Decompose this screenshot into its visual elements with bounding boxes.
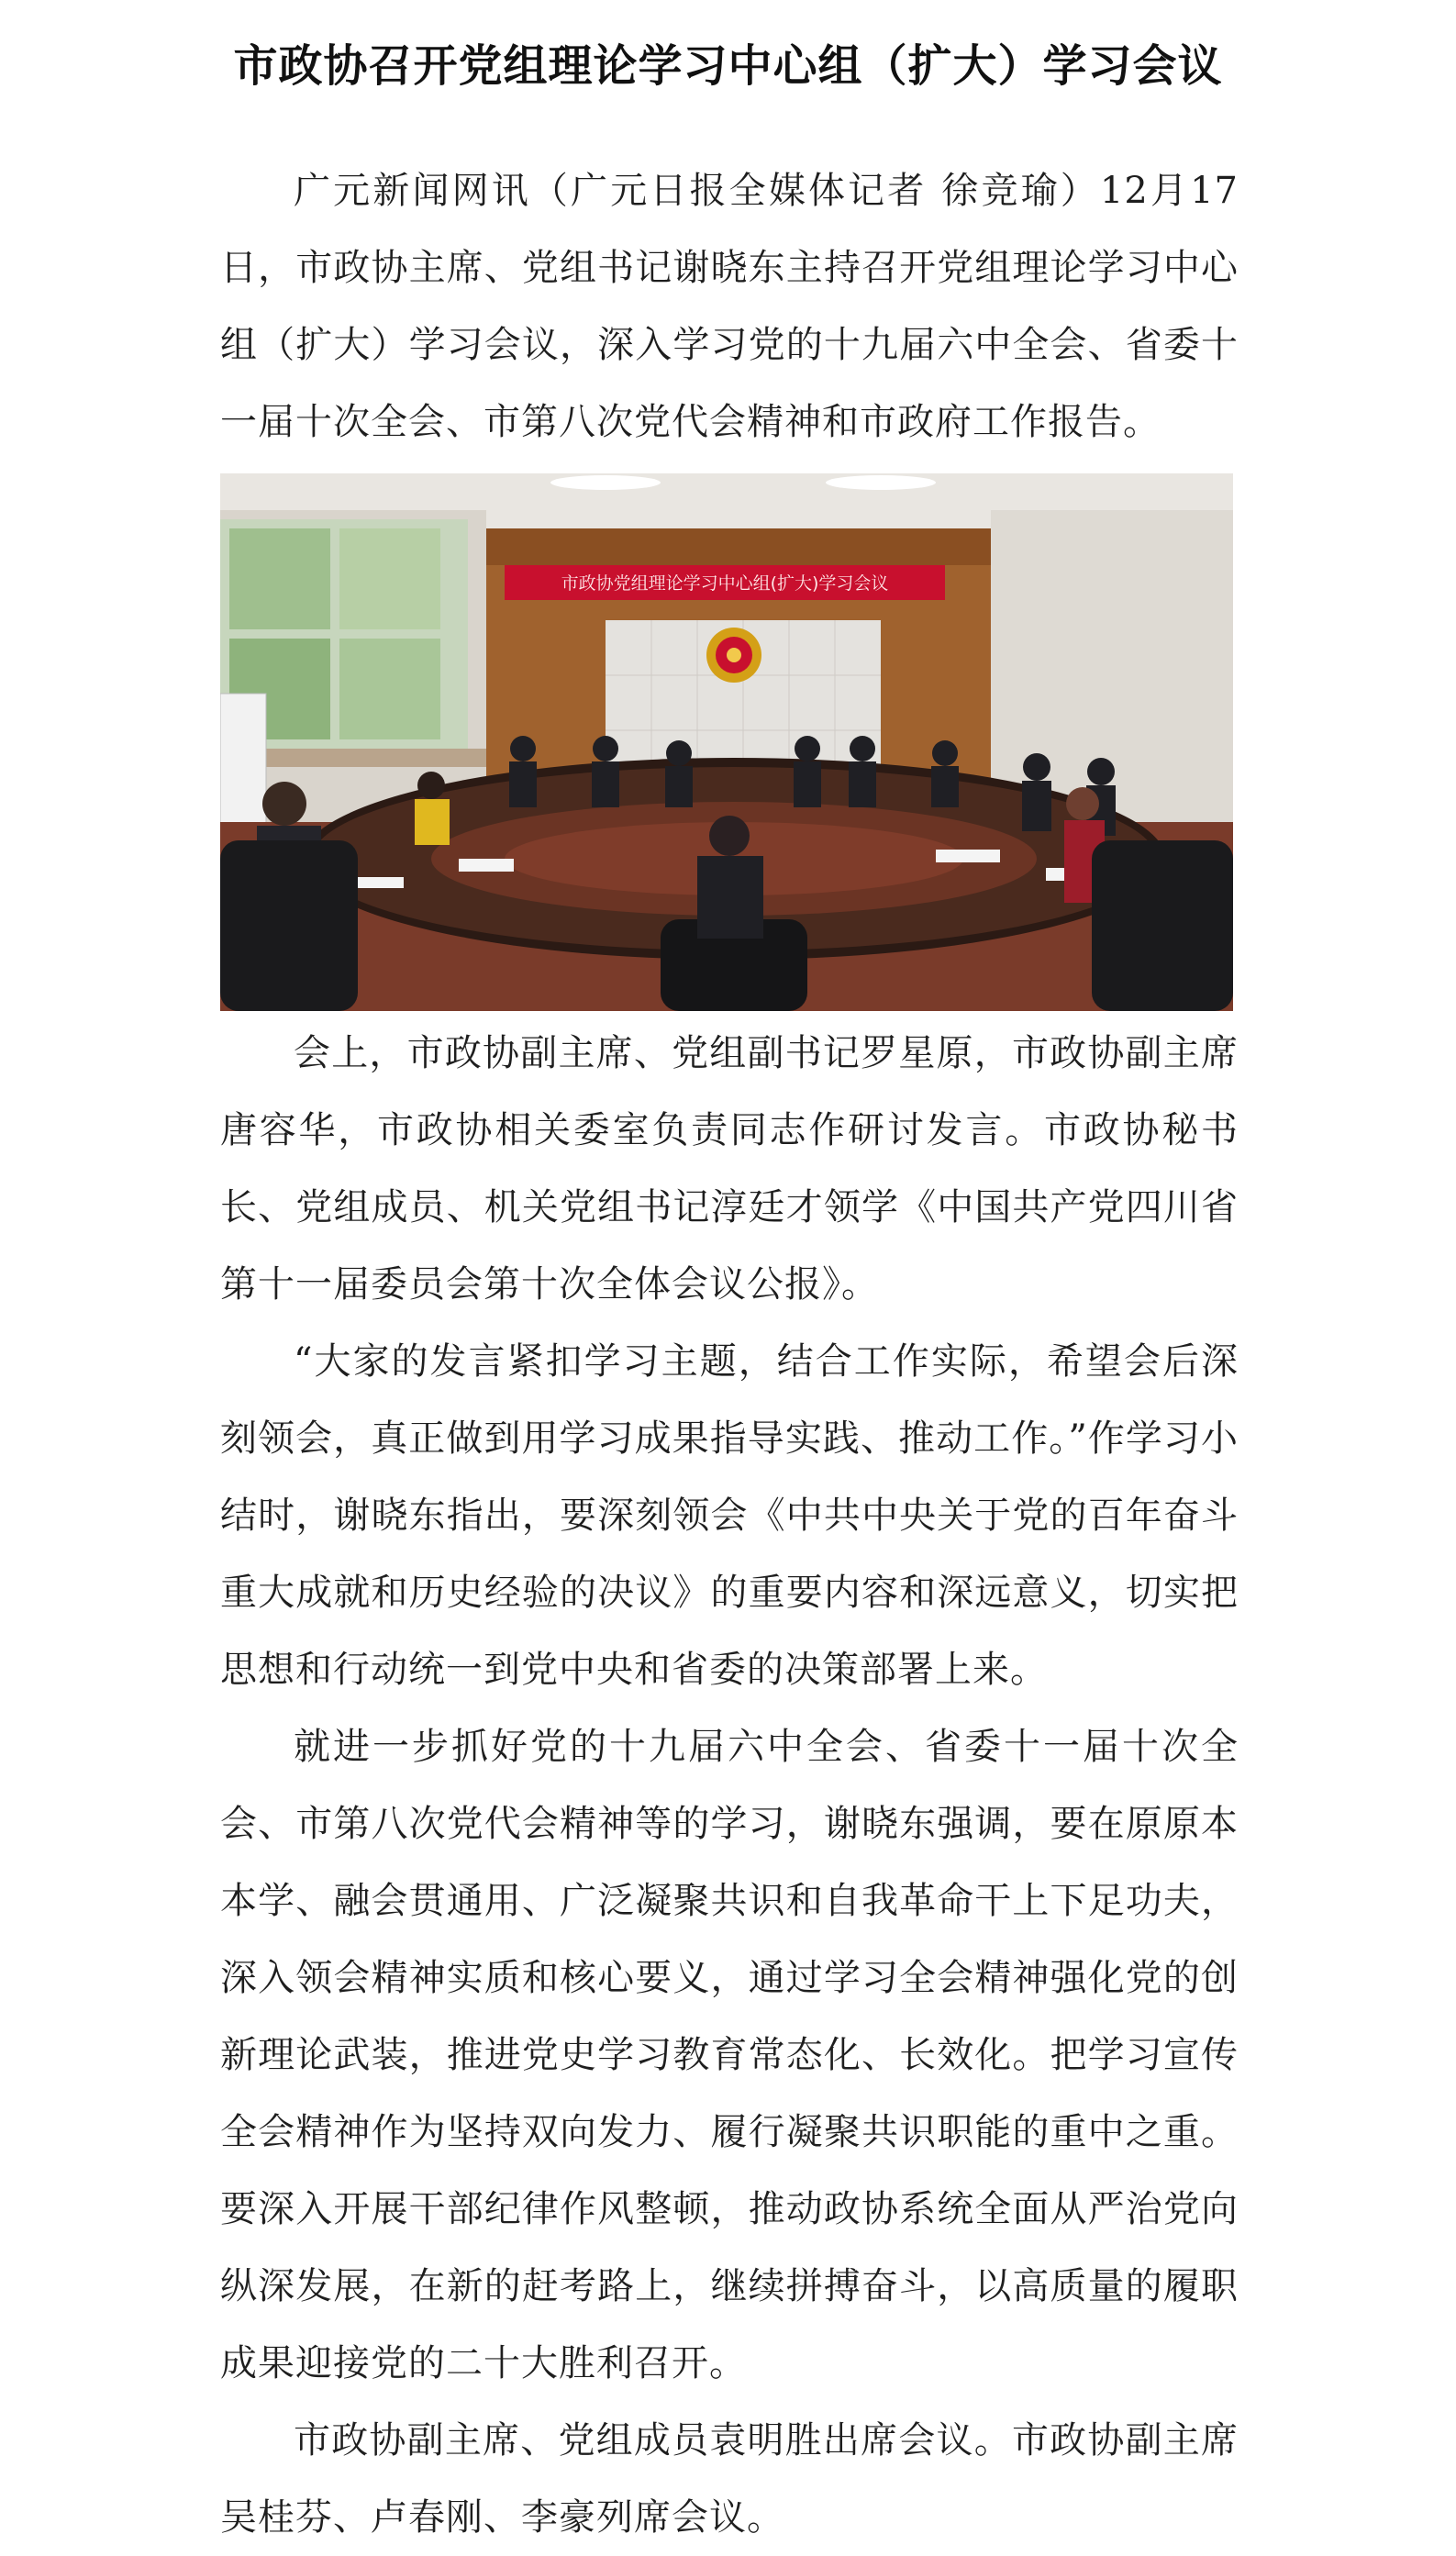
page-title: 市政协召开党组理论学习中心组（扩大）学习会议 <box>233 40 1223 93</box>
banner-text: 市政协党组理论学习中心组(扩大)学习会议 <box>561 573 889 594</box>
article-paragraph-1: 广元新闻网讯（广元日报全媒体记者 徐竞瑜）12月17日，市政协主席、党组书记谢晓东主持召开党组理论学习中心组（扩大）学习会议，深入学习党的十九届六中全会、省委十一届十次全会、市第八次党代会精神和市政府工作报告。 <box>220 170 1239 443</box>
article-paragraph-4: 就进一步抓好党的十九届六中全会、省委十一届十次全会、市第八次党代会精神等的学习，谢晓东强调，要在原原本本学、融会贯通用、广泛凝聚共识和自我革命干上下足功夫，深入领会精神实质和核心要义，通过学习全会精神强化党的创新理论武装，推进党史学习教育常态化、长效化。把学习宣传全会精神作为坚持双向发力、履行凝聚共识职能的重中之重。要深入开展干部纪律作风整顿，推动政协系统全面从严治党向纵深发展，在新的赶考路上，继续拼搏奋斗，以高质量的履职成果迎接党的二十大胜利召开。 <box>220 1726 1239 2384</box>
meeting-photo <box>220 473 1233 1011</box>
article-intro <box>220 152 1239 461</box>
meeting-photo-illustration <box>220 473 1233 1011</box>
article-body <box>220 1015 1239 2556</box>
article-paragraph-2: 会上，市政协副主席、党组副书记罗星原，市政协副主席唐容华，市政协相关委室负责同志作研讨发言。市政协秘书长、党组成员、机关党组书记淳廷才领学《中国共产党四川省第十一届委员会第十次全体会议公报》。 <box>220 1032 1239 1306</box>
article-paragraph-3: “大家的发言紧扣学习主题，结合工作实际，希望会后深刻领会，真正做到用学习成果指导实践、推动工作。”作学习小结时，谢晓东指出，要深刻领会《中共中央关于党的百年奋斗重大成就和历史经验的决议》的重要内容和深远意义，切实把思想和行动统一到党中央和省委的决策部署上来。 <box>220 1340 1239 1691</box>
article-paragraph-5: 市政协副主席、党组成员袁明胜出席会议。市政协副主席吴桂芬、卢春刚、李豪列席会议。 <box>220 2419 1239 2539</box>
